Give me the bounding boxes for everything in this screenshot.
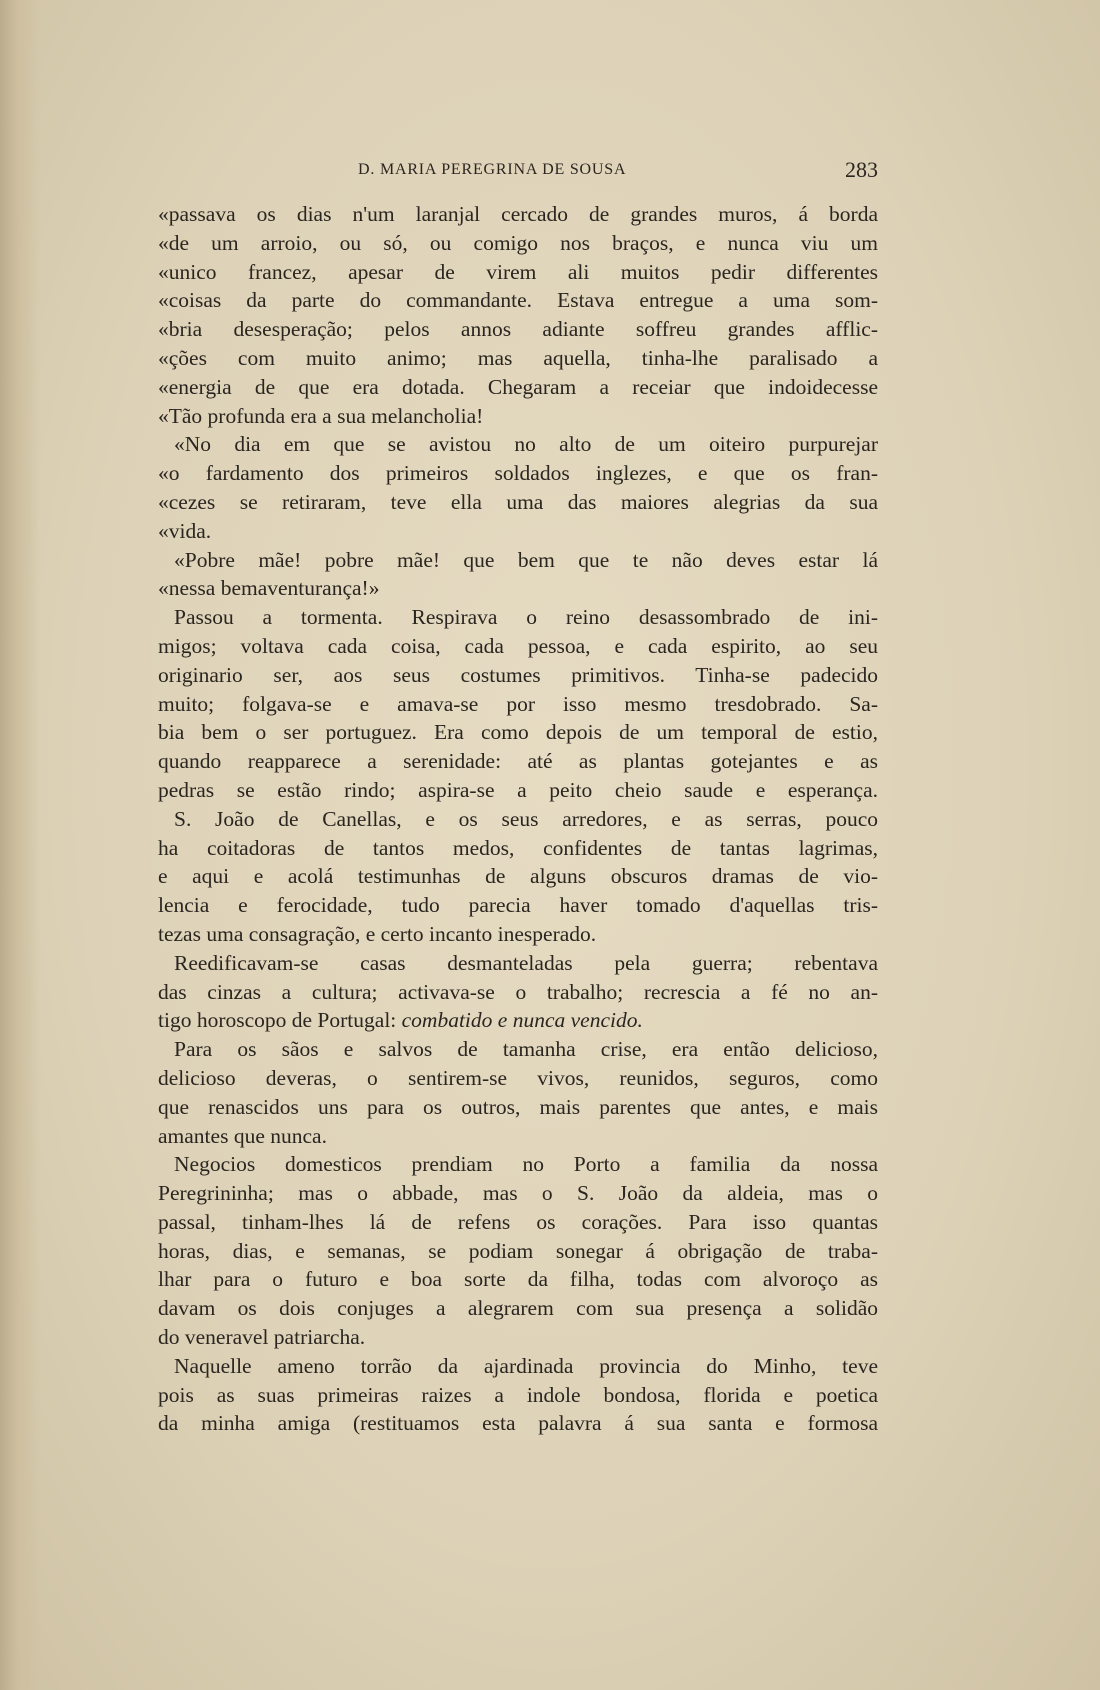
text-line: «unico francez, apesar de virem ali muitos pedir differentes xyxy=(158,259,878,284)
text-line: lhar para o futuro e boa sorte da filha, todas com alvoroço as xyxy=(158,1267,878,1292)
text-line: que renascidos uns para os outros, mais parentes que antes, e mais xyxy=(158,1094,878,1119)
text-line: da minha amiga (restituamos esta palavra á sua santa e formosa xyxy=(158,1411,878,1436)
text-line: «cezes se retiraram, teve ella uma das maiores alegrias da sua xyxy=(158,489,878,514)
text-line: pedras se estão rindo; aspira-se a peito cheio saude e esperança. xyxy=(158,777,878,802)
text-line: quando reapparece a serenidade: até as plantas gotejantes e as xyxy=(158,749,878,774)
text-line: delicioso deveras, o sentirem-se vivos, reunidos, seguros, como xyxy=(158,1065,878,1090)
text-line: «coisas da parte do commandante. Estava entregue a uma som- xyxy=(158,288,878,313)
text-line: Peregrininha; mas o abbade, mas o S. João da aldeia, mas o xyxy=(158,1181,878,1206)
text-line: tezas uma consagração, e certo incanto inesperado. xyxy=(158,921,597,946)
text-line: do veneravel patriarcha. xyxy=(158,1325,366,1350)
text-line: migos; voltava cada coisa, cada pessoa, e cada espirito, ao seu xyxy=(158,633,878,658)
text-line: «Tão profunda era a sua melancholia! xyxy=(158,403,484,428)
text-line: das cinzas a cultura; activava-se o trabalho; recrescia a fé no an- xyxy=(158,979,878,1004)
text-line: «Pobre mãe! pobre mãe! que bem que te não deves estar lá xyxy=(174,547,878,572)
text-line: «de um arroio, ou só, ou comigo nos braços, e nunca viu um xyxy=(158,230,878,255)
text-line: Negocios domesticos prendiam no Porto a familia da nossa xyxy=(174,1152,878,1177)
text-line: «nessa bemaventurança!» xyxy=(158,576,380,601)
text-line: S. João de Canellas, e os seus arredores, e as serras, pouco xyxy=(174,806,878,831)
running-head: D. MARIA PEREGRINA DE SOUSA xyxy=(358,161,627,178)
text-line: Naquelle ameno torrão da ajardinada provincia do Minho, teve xyxy=(174,1353,878,1378)
text-line: «o fardamento dos primeiros soldados inglezes, e que os fran- xyxy=(158,461,878,486)
text-line: bia bem o ser portuguez. Era como depois de um temporal de estio, xyxy=(158,720,878,745)
text-line: passal, tinham-lhes lá de refens os corações. Para isso quantas xyxy=(158,1209,878,1234)
page-header xyxy=(158,157,878,187)
text-line xyxy=(158,1006,878,1035)
page-edge-shadow xyxy=(0,0,40,1690)
text-line: e aqui e acolá testimunhas de alguns obscuros dramas de vio- xyxy=(158,864,878,889)
text-line: ha coitadoras de tantos medos, confidentes de tantas lagrimas, xyxy=(158,835,878,860)
text-line: davam os dois conjuges a alegrarem com sua presença a solidão xyxy=(158,1296,878,1321)
text-line: lencia e ferocidade, tudo parecia haver tomado d'aquellas tris- xyxy=(158,893,878,918)
text-line: pois as suas primeiras raizes a indole bondosa, florida e poetica xyxy=(158,1382,878,1407)
text-line: horas, dias, e semanas, se podiam sonegar á obrigação de traba- xyxy=(158,1238,878,1263)
text-line: «ções com muito animo; mas aquella, tinha-lhe paralisado a xyxy=(158,345,878,370)
text-line: amantes que nunca. xyxy=(158,1123,327,1148)
text-line-start: tigo horoscopo de Portugal: xyxy=(158,1008,397,1033)
text-line: «No dia em que se avistou no alto de um oiteiro purpurejar xyxy=(174,432,878,457)
text-line: originario ser, aos seus costumes primitivos. Tinha-se padecido xyxy=(158,662,878,687)
text-line: Reedificavam-se casas desmanteladas pela guerra; rebentava xyxy=(174,950,878,975)
body-text xyxy=(158,200,878,1438)
text-line: muito; folgava-se e amava-se por isso mesmo tresdobrado. Sa- xyxy=(158,691,878,716)
text-line: «passava os dias n'um laranjal cercado de grandes muros, á borda xyxy=(158,202,878,226)
italic-motto: combatido e nunca vencido. xyxy=(401,1008,643,1033)
text-line: Para os sãos e salvos de tamanha crise, era então delicioso, xyxy=(174,1037,878,1062)
text-line: «bria desesperação; pelos annos adiante soffreu grandes afflic- xyxy=(158,317,878,342)
text-line: «vida. xyxy=(158,518,212,543)
page-number: 283 xyxy=(845,157,878,182)
text-line: Passou a tormenta. Respirava o reino desassombrado de ini- xyxy=(174,605,878,630)
text-line: «energia de que era dotada. Chegaram a receiar que indoidecesse xyxy=(158,374,878,399)
